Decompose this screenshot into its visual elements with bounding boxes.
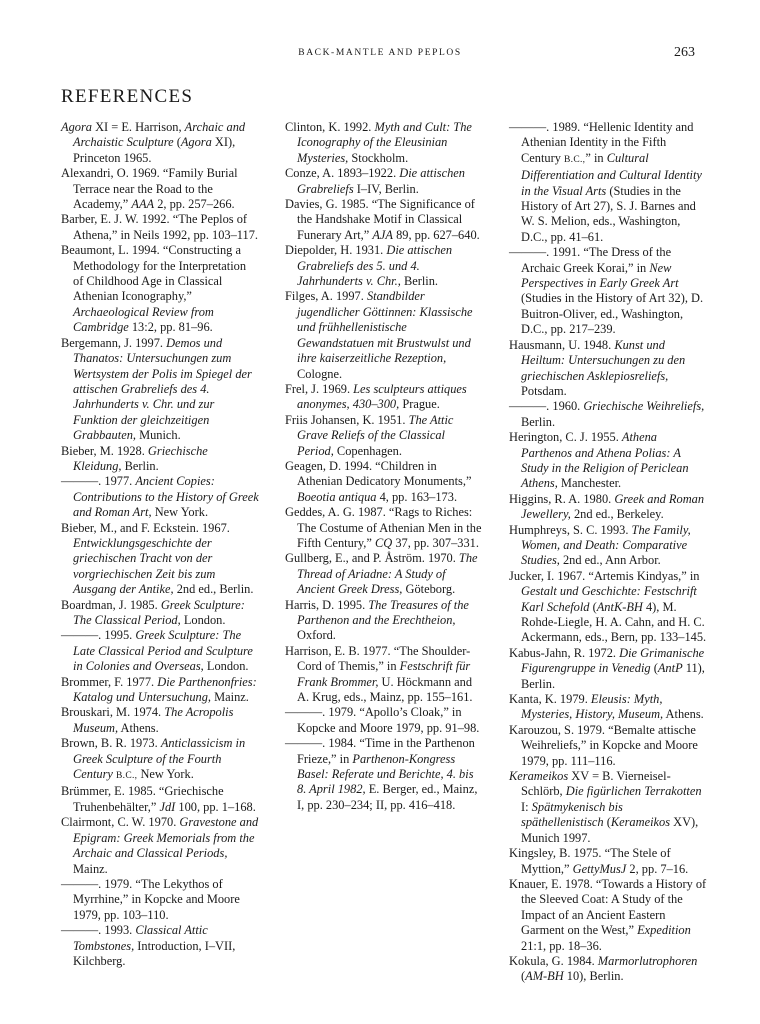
reference-entry: Hausmann, U. 1948. Kunst und Heiltum: Untersuchungen zu den griechischen Asklepiosreliefs, Potsdam. — [509, 337, 686, 398]
reference-entry: Clinton, K. 1992. Myth and Cult: The Iconography of the Eleusinian Mysteries, Stockholm. — [285, 120, 472, 165]
reference-entry: ———. 1995. Greek Sculpture: The Late Classical Period and Sculpture in Colonies and Overseas, London. — [61, 628, 253, 674]
reference-entry: ———. 1979. “The Lekythos of Myrrhine,” in Kopcke and Moore 1979, pp. 103–110. — [61, 876, 240, 922]
reference-entry: Brommer, F. 1977. Die Parthenonfries: Katalog und Untersuchung, Mainz. — [61, 674, 257, 705]
reference-entry: Boardman, J. 1985. Greek Sculpture: The Classical Period, London. — [61, 597, 245, 627]
reference-entry: Kingsley, B. 1975. “The Stele of Myttion,” GettyMusJ 2, pp. 7–16. — [509, 846, 689, 876]
reference-entry: Bieber, M., and F. Eckstein. 1967. Entwicklungsgeschichte der griechischen Tracht von der vorgriechischen Zeit bis zum Ausgang der Antike, 2nd ed., Berlin. — [61, 520, 254, 597]
reference-entry: Bergemann, J. 1997. Demos und Thanatos: Untersuchungen zum Wertsystem der Polis im Spiegel der attischen Grabreliefs des 4. Jahrhunderts v. Chr. und zur Funktion der gleichzeitigen Grabbauten, Munich. — [61, 335, 252, 443]
reference-entry: Davies, G. 1985. “The Significance of the Handshake Motif in Classical Funerary Art,” AJA 89, pp. 627–640. — [285, 197, 480, 242]
reference-entry: Jucker, I. 1967. “Artemis Kindyas,” in Gestalt und Geschichte: Festschrift Karl Schefold (AntK-BH 4), M. Rohde-Liegle, H. A. Cahn, and H. C. Ackermann, eds., Bern, pp. 133–145. — [509, 568, 707, 645]
reference-entry: Higgins, R. A. 1980. Greek and Roman Jewellery, 2nd ed., Berkeley. — [509, 491, 705, 522]
reference-entry: Knauer, E. 1978. “Towards a History of the Sleeved Coat: A Study of the Impact of an Ancient Eastern Garment on the West,” Expedition 21:1, pp. 18–36. — [509, 876, 707, 953]
reference-entry: ———. 1984. “Time in the Parthenon Frieze,” in Parthenon-Kongress Basel: Referate und Berichte, 4. bis 8. April 1982, E. Berger, ed., Mainz, I, pp. 230–234; II, pp. 416–418. — [285, 736, 478, 812]
reference-entry: Gullberg, E., and P. Åström. 1970. The Thread of Ariadne: A Study of Ancient Greek Dress, Göteborg. — [285, 551, 478, 597]
reference-entry: Geddes, A. G. 1987. “Rags to Riches: The Costume of Athenian Men in the Fifth Century,” CQ 37, pp. 307–331. — [285, 505, 482, 550]
reference-entry: ———. 1991. “The Dress of the Archaic Greek Korai,” in New Perspectives in Early Greek Art (Studies in the History of Art 32), D. Buitron-Oliver, ed., Washington, D.C., pp. 217–239. — [509, 245, 704, 337]
references-column-3 — [509, 120, 707, 985]
reference-entry: Karouzou, S. 1979. “Bemalte attische Weihreliefs,” in Kopcke and Moore 1979, pp. 111–116. — [509, 722, 698, 768]
section-title: REFERENCES — [61, 86, 194, 107]
reference-entry: Bieber, M. 1928. Griechische Kleidung, Berlin. — [61, 443, 208, 473]
references-column-1 — [61, 120, 259, 969]
reference-entry: ———. 1979. “Apollo’s Cloak,” in Kopcke and Moore 1979, pp. 91–98. — [285, 705, 480, 735]
reference-entry: Agora XI = E. Harrison, Archaic and Archaistic Sculpture (Agora XI), Princeton 1965. — [61, 120, 246, 165]
reference-entry: Geagen, D. 1994. “Children in Athenian Dedicatory Monuments,” Boeotia antiqua 4, pp. 163–173. — [285, 458, 472, 504]
running-head: BACK-MANTLE AND PEPLOS — [298, 48, 462, 58]
reference-entry: Brümmer, E. 1985. “Griechische Truhenbehälter,” JdI 100, pp. 1–168. — [61, 784, 256, 814]
reference-entry: Conze, A. 1893–1922. Die attischen Grabreliefs I–IV, Berlin. — [285, 166, 465, 196]
reference-entry: Diepolder, H. 1931. Die attischen Grabreliefs des 5. und 4. Jahrhunderts v. Chr., Berlin. — [285, 243, 453, 289]
reference-entry: Kanta, K. 1979. Eleusis: Myth, Mysteries, History, Museum, Athens. — [509, 692, 704, 722]
page-number: 263 — [674, 45, 695, 60]
reference-entry: Herington, C. J. 1955. Athena Parthenos and Athena Polias: A Study in the Religion of Periclean Athens, Manchester. — [509, 430, 689, 491]
reference-entry: Kerameikos XV = B. Vierneisel-Schlörb, Die figürlichen Terrakotten I: Spätmykenisch bis späthellenistisch (Kerameikos XV), Munich 1997. — [509, 769, 702, 845]
reference-entry: Barber, E. J. W. 1992. “The Peplos of Athena,” in Neils 1992, pp. 103–117. — [61, 212, 259, 242]
reference-entry: Friis Johansen, K. 1951. The Attic Grave Reliefs of the Classical Period, Copenhagen. — [285, 412, 454, 458]
reference-entry: Beaumont, L. 1994. “Constructing a Methodology for the Interpretation of Childhood Age in Classical Athenian Iconography,” Archaeological Review from Cambridge 13:2, pp. 81–96. — [61, 243, 247, 335]
reference-entry: ———. 1977. Ancient Copies: Contributions to the History of Greek and Roman Art, New York. — [61, 474, 259, 520]
reference-entry: Harris, D. 1995. The Treasures of the Parthenon and the Erechtheion, Oxford. — [285, 597, 469, 643]
reference-entry: ———. 1960. Griechische Weihreliefs, Berlin. — [509, 399, 705, 429]
reference-entry: Frel, J. 1969. Les sculpteurs attiques anonymes, 430–300, Prague. — [285, 381, 467, 412]
reference-entry: ———. 1993. Classical Attic Tombstones, Introduction, I–VII, Kilchberg. — [61, 923, 236, 968]
reference-entry: Clairmont, C. W. 1970. Gravestone and Epigram: Greek Memorials from the Archaic and Classical Periods, Mainz. — [61, 815, 259, 876]
reference-entry: Filges, A. 1997. Standbilder jugendlicher Göttinnen: Klassische und frühhellenistische Gewandstatuen mit Brustwulst und ihre kaiserzeitliche Rezeption, Cologne. — [285, 289, 473, 381]
reference-entry: Alexandri, O. 1969. “Family Burial Terrace near the Road to the Academy,” AAA 2, pp. 257–266. — [61, 166, 238, 212]
reference-entry: ———. 1989. “Hellenic Identity and Athenian Identity in the Fifth Century B.C.,” in Cultural Differentiation and Cultural Identity in the Visual Arts (Studies in the History of Art 27), S. J. Barnes and W. S. Melion, eds., Washington, D.C., pp. 41–61. — [509, 120, 702, 244]
reference-entry: Humphreys, S. C. 1993. The Family, Women, and Death: Comparative Studies, 2nd ed., Ann Arbor. — [509, 522, 691, 568]
references-column-2 — [285, 120, 483, 813]
reference-entry: Brouskari, M. 1974. The Acropolis Museum, Athens. — [61, 705, 234, 735]
reference-entry: Brown, B. R. 1973. Anticlassicism in Greek Sculpture of the Fourth Century B.C., New York. — [61, 736, 246, 782]
reference-entry: Kokula, G. 1984. Marmorlutrophoren (AM-BH 10), Berlin. — [509, 953, 698, 984]
reference-entry: Kabus-Jahn, R. 1972. Die Grimanische Figurengruppe in Venedig (AntP 11), Berlin. — [509, 645, 705, 691]
reference-entry: Harrison, E. B. 1977. “The Shoulder-Cord of Themis,” in Festschrift für Frank Brommer, U. Höckmann and A. Krug, eds., Mainz, pp. 155–161. — [285, 643, 473, 705]
